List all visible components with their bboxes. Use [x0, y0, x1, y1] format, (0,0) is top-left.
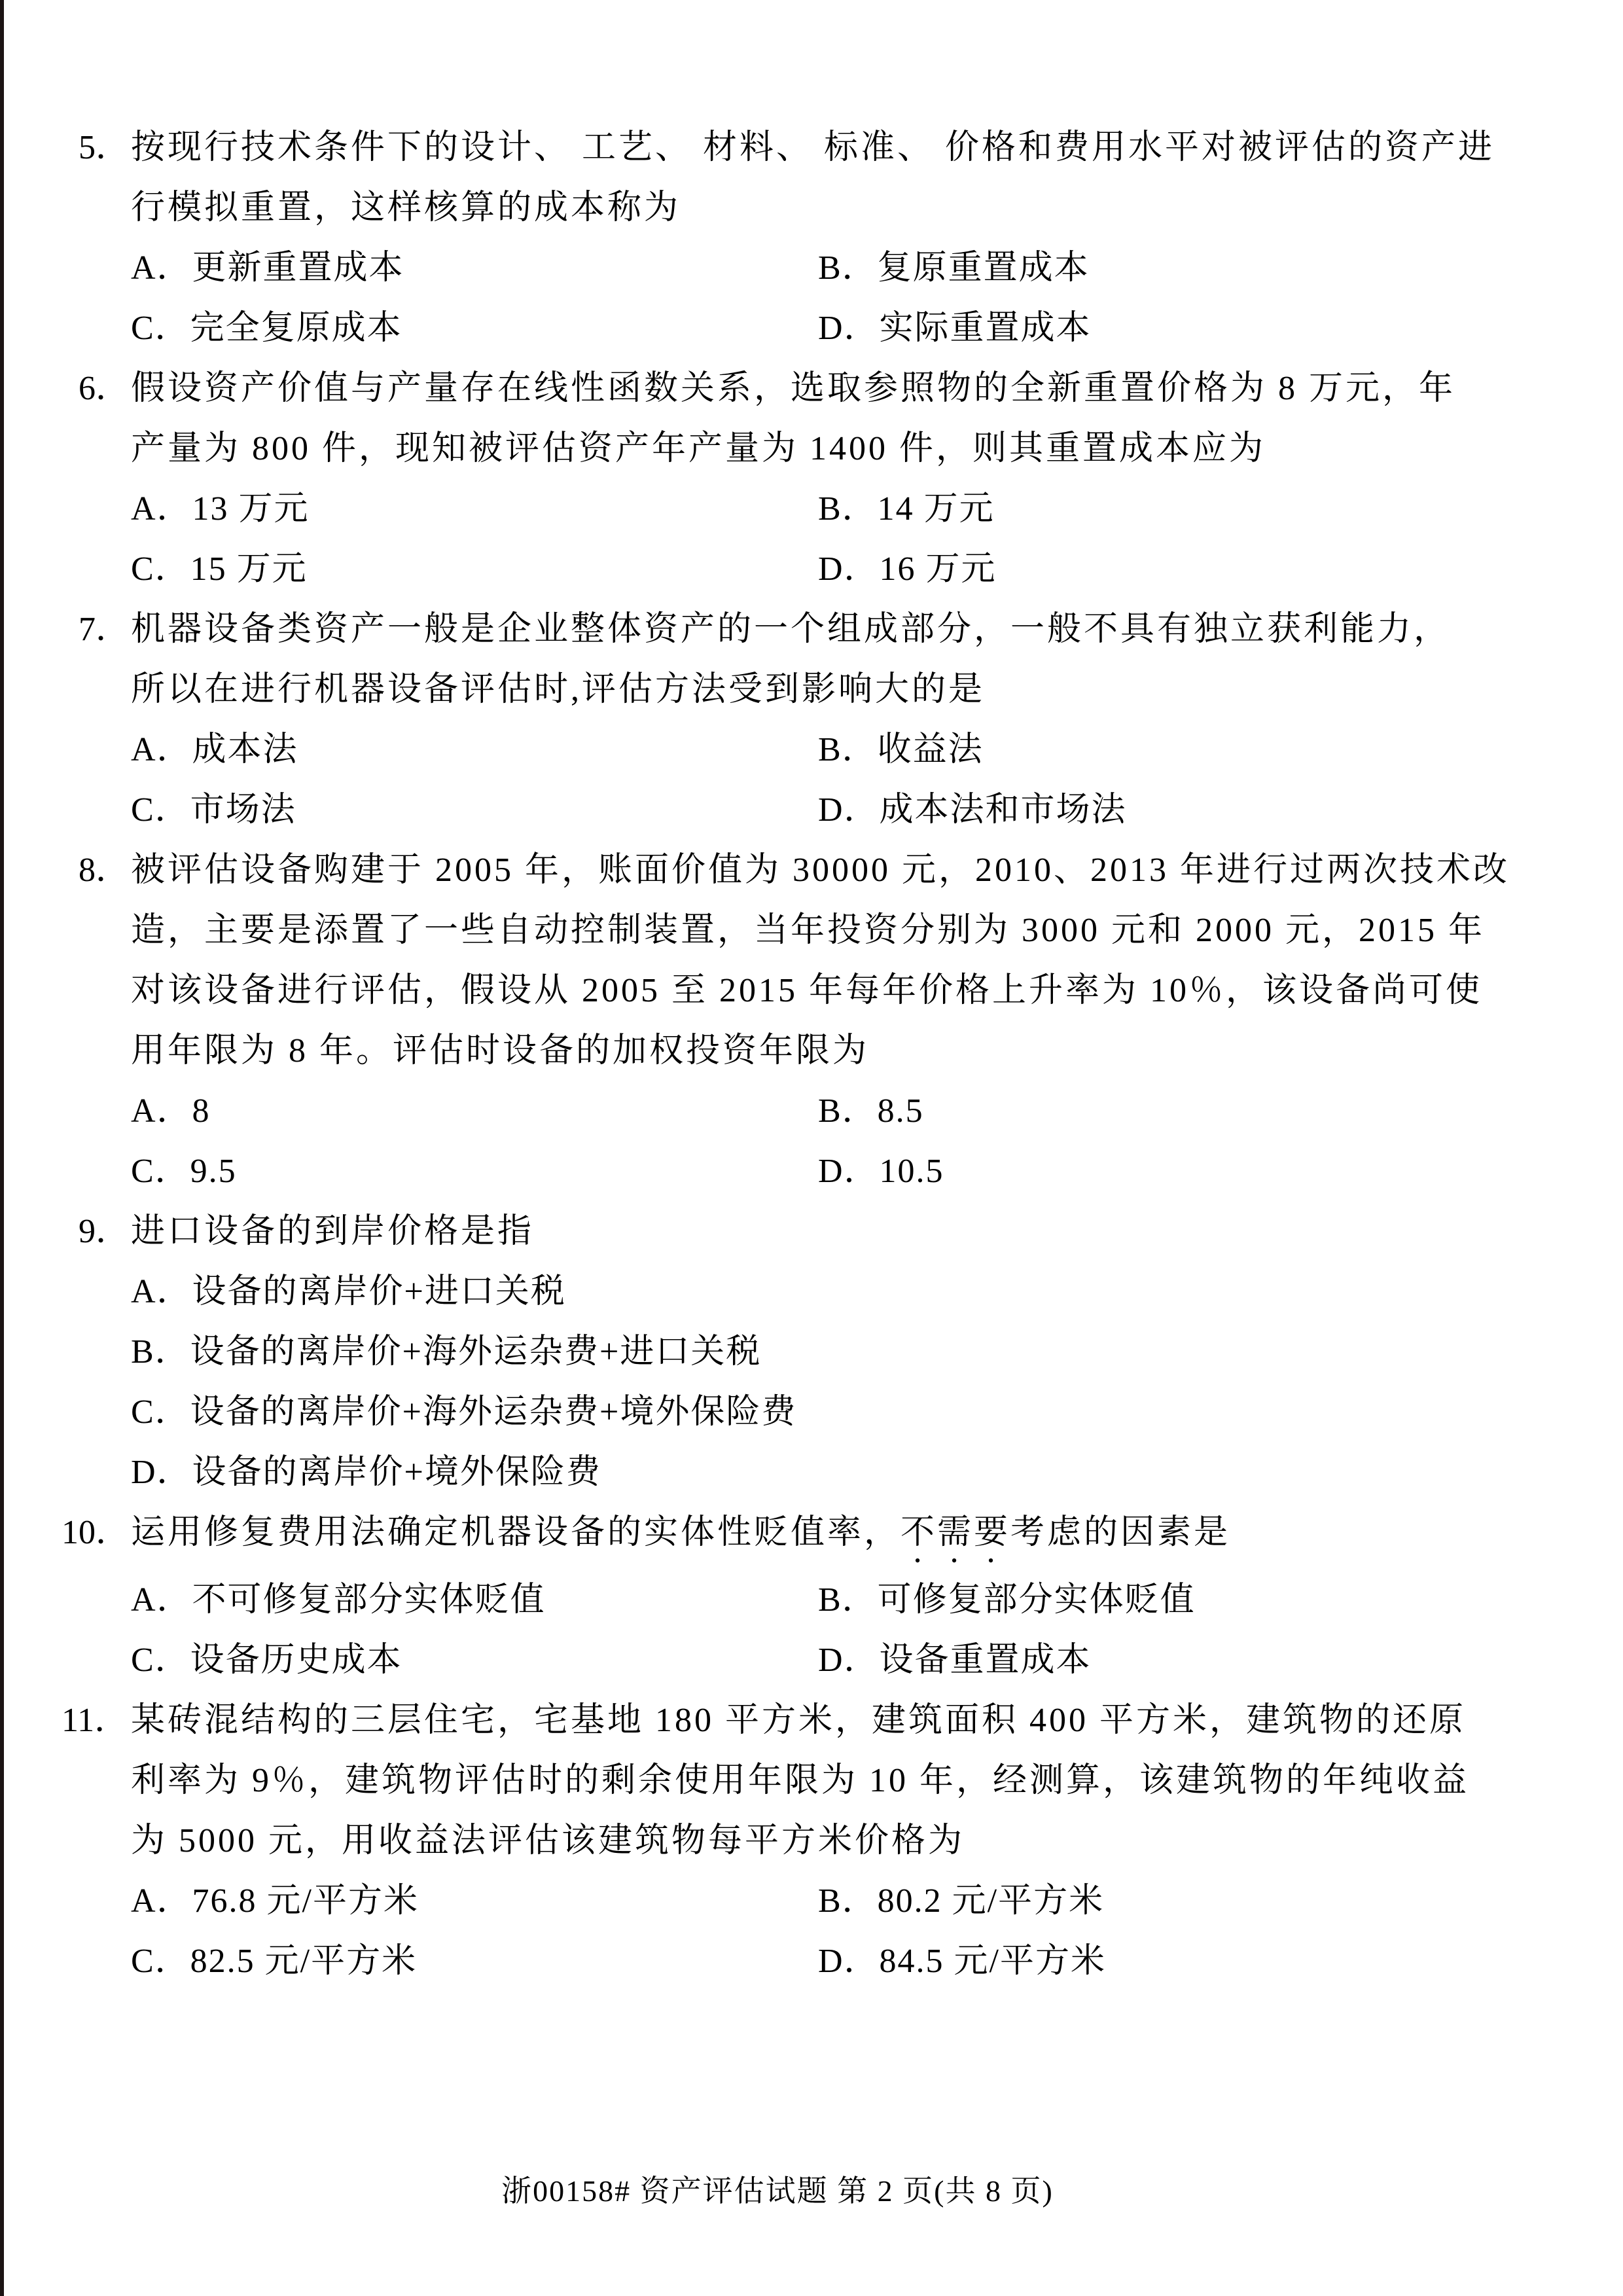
stem-line [0, 1811, 1623, 1871]
option-a: A．设备的离岸价+进口关税 [131, 1273, 566, 1310]
stem-text: 被评估设备购建于 2005 年，账面价值为 30000 元，2010、2013 年进行过两次技术改 [131, 852, 1510, 889]
option-d: D．设备重置成本 [818, 1641, 1092, 1679]
option-a: A．13 万元 [131, 490, 310, 528]
question-number: 11． [62, 1702, 129, 1739]
option-d: D．实际重置成本 [818, 310, 1092, 347]
question-number: 7． [79, 611, 130, 648]
stem-line [0, 1202, 1623, 1262]
stem-text: 考虑的因素是 [1010, 1514, 1231, 1551]
option-c: C．市场法 [131, 791, 296, 829]
stem-text: 运用修复费用法确定机器设备的实体性贬值率， [131, 1514, 901, 1551]
stem-text: 产量为 800 件，现知被评估资产年产量为 1400 件，则其重置成本应为 [131, 430, 1266, 467]
question-7 [0, 600, 1623, 840]
stem-text: 行模拟重置，这样核算的成本称为 [131, 189, 681, 226]
options [0, 479, 1623, 600]
options [0, 1262, 1623, 1503]
stem-line [0, 359, 1623, 419]
page-footer [0, 2172, 1623, 2211]
question-number: 9． [79, 1213, 130, 1250]
stem-text: 某砖混结构的三层住宅，宅基地 180 平方米，建筑面积 400 平方米，建筑物的还原 [131, 1702, 1467, 1739]
option-c: C．15 万元 [131, 550, 308, 588]
stem-text: 机器设备类资产一般是企业整体资产的一个组成部分，一般不具有独立获利能力， [131, 611, 1451, 648]
question-number: 8． [79, 852, 130, 889]
option-b: B．收益法 [818, 731, 984, 768]
question-number: 6． [79, 370, 130, 407]
options [0, 720, 1623, 840]
option-b: B．复原重置成本 [818, 249, 1090, 287]
option-d: D．成本法和市场法 [818, 791, 1127, 829]
option-c: C．设备的离岸价+海外运杂费+境外保险费 [131, 1393, 797, 1431]
option-d: D．设备的离岸价+境外保险费 [131, 1454, 601, 1491]
stem-text: 利率为 9％，建筑物评估时的剩余使用年限为 10 年，经测算，该建筑物的年纯收益 [131, 1762, 1470, 1799]
option-a: A．76.8 元/平方米 [131, 1882, 419, 1920]
stem-text: 用年限为 8 年。评估时设备的加权投资年限为 [131, 1032, 870, 1069]
stem-line [0, 1751, 1623, 1811]
stem-text: 所以在进行机器设备评估时,评估方法受到影响大的是 [131, 671, 986, 708]
question-8 [0, 840, 1623, 1202]
stem-line [0, 1503, 1623, 1570]
option-b: B．设备的离岸价+海外运杂费+进口关税 [131, 1333, 762, 1371]
options [0, 238, 1623, 359]
stem-text: 进口设备的到岸价格是指 [131, 1213, 535, 1250]
questions-list [0, 118, 1623, 1992]
stem-line [0, 660, 1623, 720]
option-a: A．成本法 [131, 731, 298, 768]
option-b: B．可修复部分实体贬值 [818, 1581, 1196, 1619]
page-footer-text: 浙00158# 资产评估试题 第 2 页(共 8 页) [501, 2174, 1054, 2208]
option-d: D．10.5 [818, 1153, 944, 1190]
stem-text: 按现行技术条件下的设计、 工艺、 材料、 标准、 价格和费用水平对被评估的资产进 [131, 129, 1495, 166]
stem-line [0, 178, 1623, 238]
option-b: B．80.2 元/平方米 [818, 1882, 1105, 1920]
option-b: B．14 万元 [818, 490, 995, 528]
option-a: A．8 [131, 1092, 211, 1130]
stem-line [0, 419, 1623, 479]
question-10 [0, 1503, 1623, 1691]
question-number: 5． [79, 129, 130, 166]
stem-line [0, 840, 1623, 901]
option-c: C．完全复原成本 [131, 310, 402, 347]
stem-line [0, 118, 1623, 178]
stem-line [0, 600, 1623, 660]
option-d: D．16 万元 [818, 550, 997, 588]
option-c: C．82.5 元/平方米 [131, 1943, 418, 1980]
stem-text: 造，主要是添置了一些自动控制装置，当年投资分别为 3000 元和 2000 元，2015 年 [131, 912, 1486, 949]
stem-line [0, 1691, 1623, 1751]
question-6 [0, 359, 1623, 600]
option-c: C．9.5 [131, 1153, 237, 1190]
option-b: B．8.5 [818, 1092, 924, 1130]
question-5 [0, 118, 1623, 359]
options [0, 1081, 1623, 1202]
stem-line [0, 961, 1623, 1021]
options [0, 1871, 1623, 1992]
options [0, 1570, 1623, 1691]
stem-line [0, 1021, 1623, 1081]
question-9 [0, 1202, 1623, 1503]
stem-text: 为 5000 元，用收益法评估该建筑物每平方米价格为 [131, 1822, 965, 1859]
option-a: A．更新重置成本 [131, 249, 404, 287]
option-d: D．84.5 元/平方米 [818, 1943, 1107, 1980]
stem-line [0, 901, 1623, 961]
option-c: C．设备历史成本 [131, 1641, 402, 1679]
stem-text: 对该设备进行评估，假设从 2005 至 2015 年每年价格上升率为 10％，该设备尚可使 [131, 972, 1483, 1009]
question-number: 10． [62, 1514, 130, 1551]
emphasized-text: 不需要 [901, 1514, 1011, 1551]
option-a: A．不可修复部分实体贬值 [131, 1581, 546, 1619]
question-11 [0, 1691, 1623, 1992]
stem-text: 假设资产价值与产量存在线性函数关系，选取参照物的全新重置价格为 8 万元，年 [131, 370, 1456, 407]
